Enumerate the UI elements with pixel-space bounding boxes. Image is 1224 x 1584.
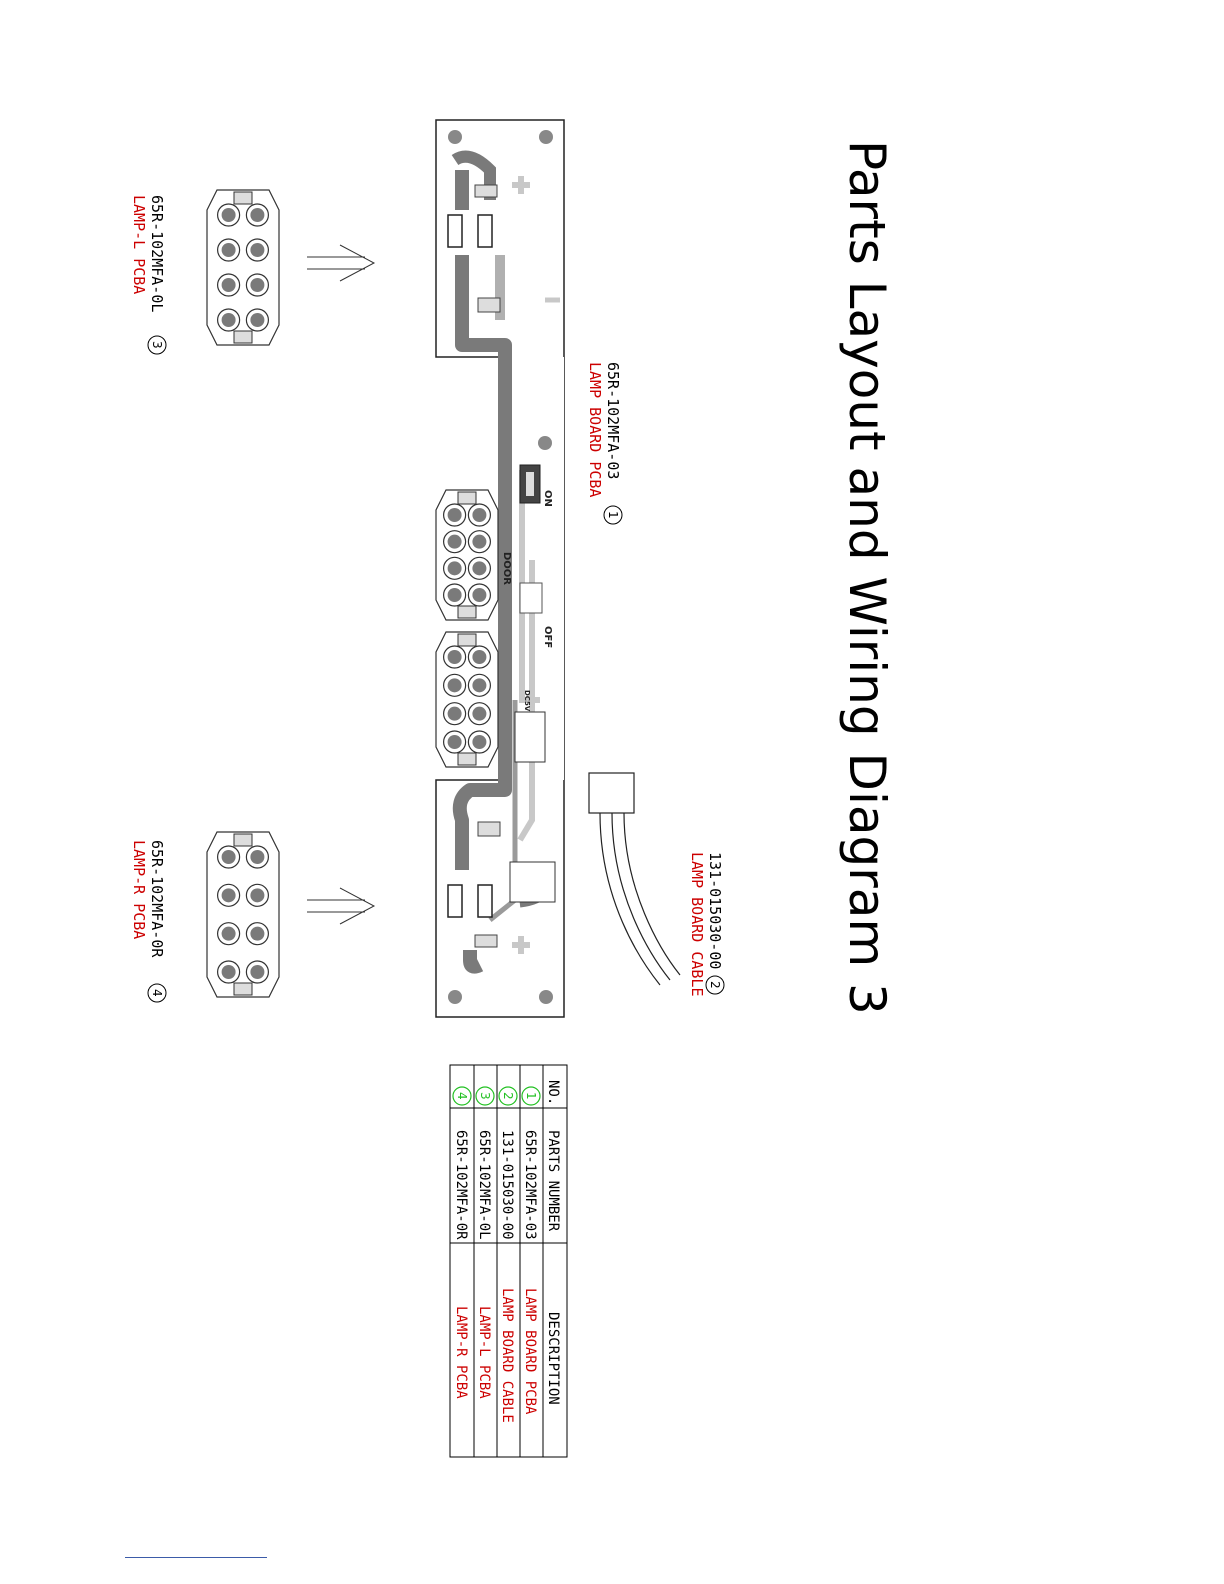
arrow-lamp-l — [307, 245, 374, 281]
table-header-part: PARTS NUMBER — [545, 1130, 561, 1232]
callout-cable-no: 2 — [708, 981, 722, 989]
led-pad — [222, 313, 236, 327]
led-pad — [472, 508, 486, 522]
led-connector — [234, 834, 252, 846]
table-row-no: 4 — [455, 1092, 469, 1100]
callout-lamp-r-no: 4 — [150, 989, 164, 997]
table-row-desc: LAMP-L PCBA — [476, 1306, 492, 1399]
table-row-no: 3 — [478, 1092, 492, 1100]
main-led-cluster-upper — [436, 490, 498, 620]
lamp-r-pcb — [207, 832, 279, 997]
led-connector — [458, 606, 476, 618]
led-connector — [234, 192, 252, 204]
led-pad — [250, 888, 264, 902]
led-pad — [472, 561, 486, 575]
table-header-no: NO. — [545, 1080, 561, 1106]
led-pad — [250, 965, 264, 979]
led-pad — [472, 588, 486, 602]
led-pad — [222, 850, 236, 864]
callout-cable-desc: LAMP BOARD CABLE — [688, 852, 706, 997]
led-connector — [458, 492, 476, 504]
table-header-desc: DESCRIPTION — [545, 1312, 561, 1405]
led-pad — [448, 588, 462, 602]
led-connector — [458, 634, 476, 646]
led-connector — [234, 331, 252, 343]
led-pad — [448, 678, 462, 692]
callout-lamp-board-desc: LAMP BOARD PCBA — [586, 362, 604, 498]
callout-lamp-r — [130, 840, 166, 1002]
led-pad — [448, 535, 462, 549]
led-pad — [222, 965, 236, 979]
board-label-off: OFF — [542, 626, 553, 649]
table-row-part: 65R-102MFA-0L — [476, 1130, 492, 1240]
table-row-desc: LAMP BOARD PCBA — [522, 1288, 538, 1415]
led-pad — [250, 313, 264, 327]
led-pad — [250, 927, 264, 941]
led-pad — [448, 707, 462, 721]
led-pad — [472, 650, 486, 664]
led-pad — [472, 735, 486, 749]
board-label-on: ON — [542, 490, 553, 507]
led-connector — [234, 983, 252, 995]
table-row-desc: LAMP BOARD CABLE — [499, 1288, 515, 1423]
callout-lamp-r-part: 65R-102MFA-0R — [148, 840, 166, 958]
led-pad — [448, 650, 462, 664]
led-connector — [458, 753, 476, 765]
board-label-dc: DC5V — [523, 690, 531, 712]
led-pad — [250, 850, 264, 864]
led-pad — [472, 535, 486, 549]
table-row-part: 65R-102MFA-0R — [453, 1130, 469, 1240]
led-pad — [222, 278, 236, 292]
callout-lamp-l-part: 65R-102MFA-0L — [148, 195, 166, 313]
led-pad — [250, 208, 264, 222]
table-row-desc: LAMP-R PCBA — [453, 1306, 469, 1399]
callout-lamp-l-no: 3 — [150, 341, 164, 349]
led-pad — [448, 561, 462, 575]
led-pad — [222, 208, 236, 222]
callout-lamp-r-desc: LAMP-R PCBA — [130, 840, 148, 940]
lamp-board-cable — [589, 773, 680, 985]
callout-cable — [688, 852, 724, 997]
led-pad — [222, 243, 236, 257]
arrow-lamp-r — [307, 888, 374, 924]
table-row-no: 2 — [501, 1092, 515, 1100]
table-row-part: 131-015030-00 — [499, 1130, 515, 1240]
led-pad — [472, 678, 486, 692]
board-label-door: DOOR — [501, 552, 512, 586]
table-row-no: 1 — [524, 1092, 538, 1100]
callout-lamp-l-desc: LAMP-L PCBA — [130, 195, 148, 295]
led-pad — [222, 888, 236, 902]
callout-lamp-board — [586, 362, 622, 524]
callout-lamp-l — [130, 195, 166, 354]
callout-cable-part: 131-015030-00 — [706, 852, 724, 970]
led-pad — [250, 243, 264, 257]
parts-table — [450, 1065, 567, 1457]
footer-rule — [125, 1557, 267, 1558]
led-pad — [472, 707, 486, 721]
led-pad — [448, 508, 462, 522]
led-pad — [448, 735, 462, 749]
callout-lamp-board-part: 65R-102MFA-03 — [604, 362, 622, 480]
table-row-part: 65R-102MFA-03 — [522, 1130, 538, 1240]
callout-lamp-board-no: 1 — [606, 511, 620, 519]
led-pad — [250, 278, 264, 292]
main-led-cluster-lower — [436, 632, 498, 767]
lamp-l-pcb — [207, 190, 279, 345]
led-pad — [222, 927, 236, 941]
page-title: Parts Layout and Wiring Diagram 3 — [838, 140, 896, 1015]
